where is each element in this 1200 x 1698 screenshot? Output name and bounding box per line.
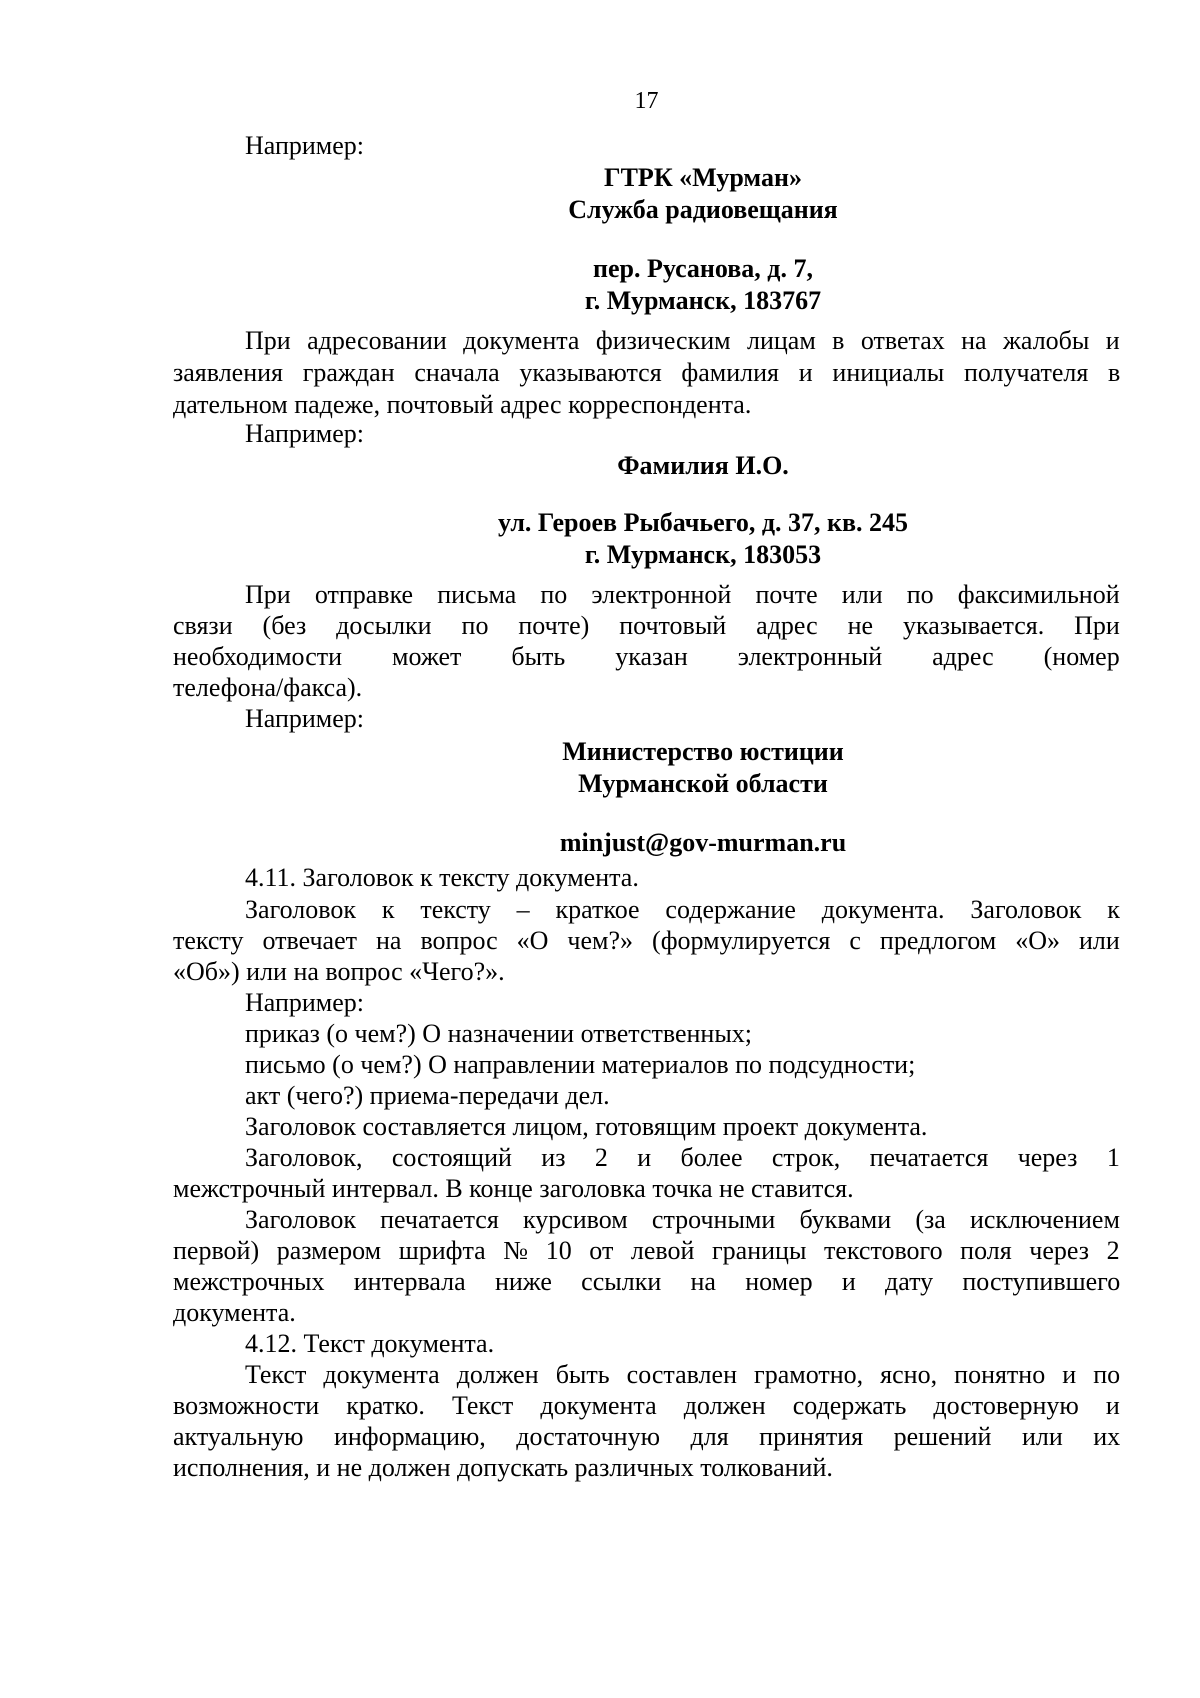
para7-line2: возможности кратко. Текст документа должен содержать достоверную и bbox=[173, 1391, 1120, 1420]
para6-line4: документа. bbox=[173, 1298, 296, 1327]
example-label: Например: bbox=[245, 419, 365, 448]
address2-line1: Фамилия И.О. bbox=[617, 451, 789, 480]
para6-line3: межстрочных интервала ниже ссылки на номер и дату поступившего bbox=[173, 1267, 1121, 1296]
para6-line2: первой) размером шрифта № 10 от левой границы текстового поля через 2 bbox=[173, 1236, 1120, 1265]
address3-line1: Министерство юстиции bbox=[562, 737, 844, 766]
example-item-1: приказ (о чем?) О назначении ответственных; bbox=[245, 1019, 753, 1048]
address1-line4: г. Мурманск, 183767 bbox=[584, 286, 822, 315]
para3-line1: Заголовок к тексту – краткое содержание документа. Заголовок к bbox=[245, 895, 1120, 924]
example-label: Например: bbox=[245, 704, 365, 733]
para7-line1: Текст документа должен быть составлен грамотно, ясно, понятно и по bbox=[245, 1360, 1121, 1389]
para2-line1: При отправке письма по электронной почте или по факсимильной bbox=[245, 580, 1120, 609]
example-label: Например: bbox=[245, 988, 365, 1017]
para7-line3: актуальную информацию, достаточную для принятия решений или их bbox=[173, 1422, 1121, 1451]
para7-line4: исполнения, и не должен допускать различных толкований. bbox=[173, 1453, 833, 1482]
section-4-12-heading: 4.12. Текст документа. bbox=[245, 1329, 495, 1358]
para2-line2: связи (без досылки по почте) почтовый адрес не указывается. При bbox=[173, 611, 1120, 640]
para1-line3: дательном падеже, почтовый адрес корреспондента. bbox=[173, 390, 752, 419]
para2-line4: телефона/факса). bbox=[173, 673, 363, 702]
address3-email: minjust@gov-murman.ru bbox=[559, 828, 847, 857]
example-item-3: акт (чего?) приема-передачи дел. bbox=[245, 1081, 610, 1110]
address1-line2: Служба радиовещания bbox=[568, 195, 838, 224]
para1-line1: При адресовании документа физическим лицам в ответах на жалобы и bbox=[245, 326, 1120, 355]
para3-line3: «Об») или на вопрос «Чего?». bbox=[173, 957, 505, 986]
para5-line1: Заголовок, состоящий из 2 и более строк, печатается через 1 bbox=[245, 1143, 1120, 1172]
address2-line3: г. Мурманск, 183053 bbox=[584, 540, 822, 569]
example-item-2: письмо (о чем?) О направлении материалов по подсудности; bbox=[245, 1050, 916, 1079]
address1-line1: ГТРК «Мурман» bbox=[604, 163, 802, 192]
para1-line2: заявления граждан сначала указываются фамилия и инициалы получателя в bbox=[173, 358, 1121, 387]
example-label: Например: bbox=[245, 131, 365, 160]
address3-line2: Мурманской области bbox=[578, 769, 828, 798]
address2-line2: ул. Героев Рыбачьего, д. 37, кв. 245 bbox=[497, 508, 908, 537]
para3-line2: тексту отвечает на вопрос «О чем?» (формулируется с предлогом «О» или bbox=[173, 926, 1120, 955]
page-number: 17 bbox=[634, 88, 659, 114]
para5-line2: межстрочный интервал. В конце заголовка точка не ставится. bbox=[173, 1174, 854, 1203]
para4: Заголовок составляется лицом, готовящим проект документа. bbox=[245, 1112, 928, 1141]
section-4-11-heading: 4.11. Заголовок к тексту документа. bbox=[245, 863, 639, 892]
para2-line3: необходимости может быть указан электронный адрес (номер bbox=[173, 642, 1120, 671]
address1-line3: пер. Русанова, д. 7, bbox=[593, 254, 813, 283]
para6-line1: Заголовок печатается курсивом строчными буквами (за исключением bbox=[245, 1205, 1120, 1234]
